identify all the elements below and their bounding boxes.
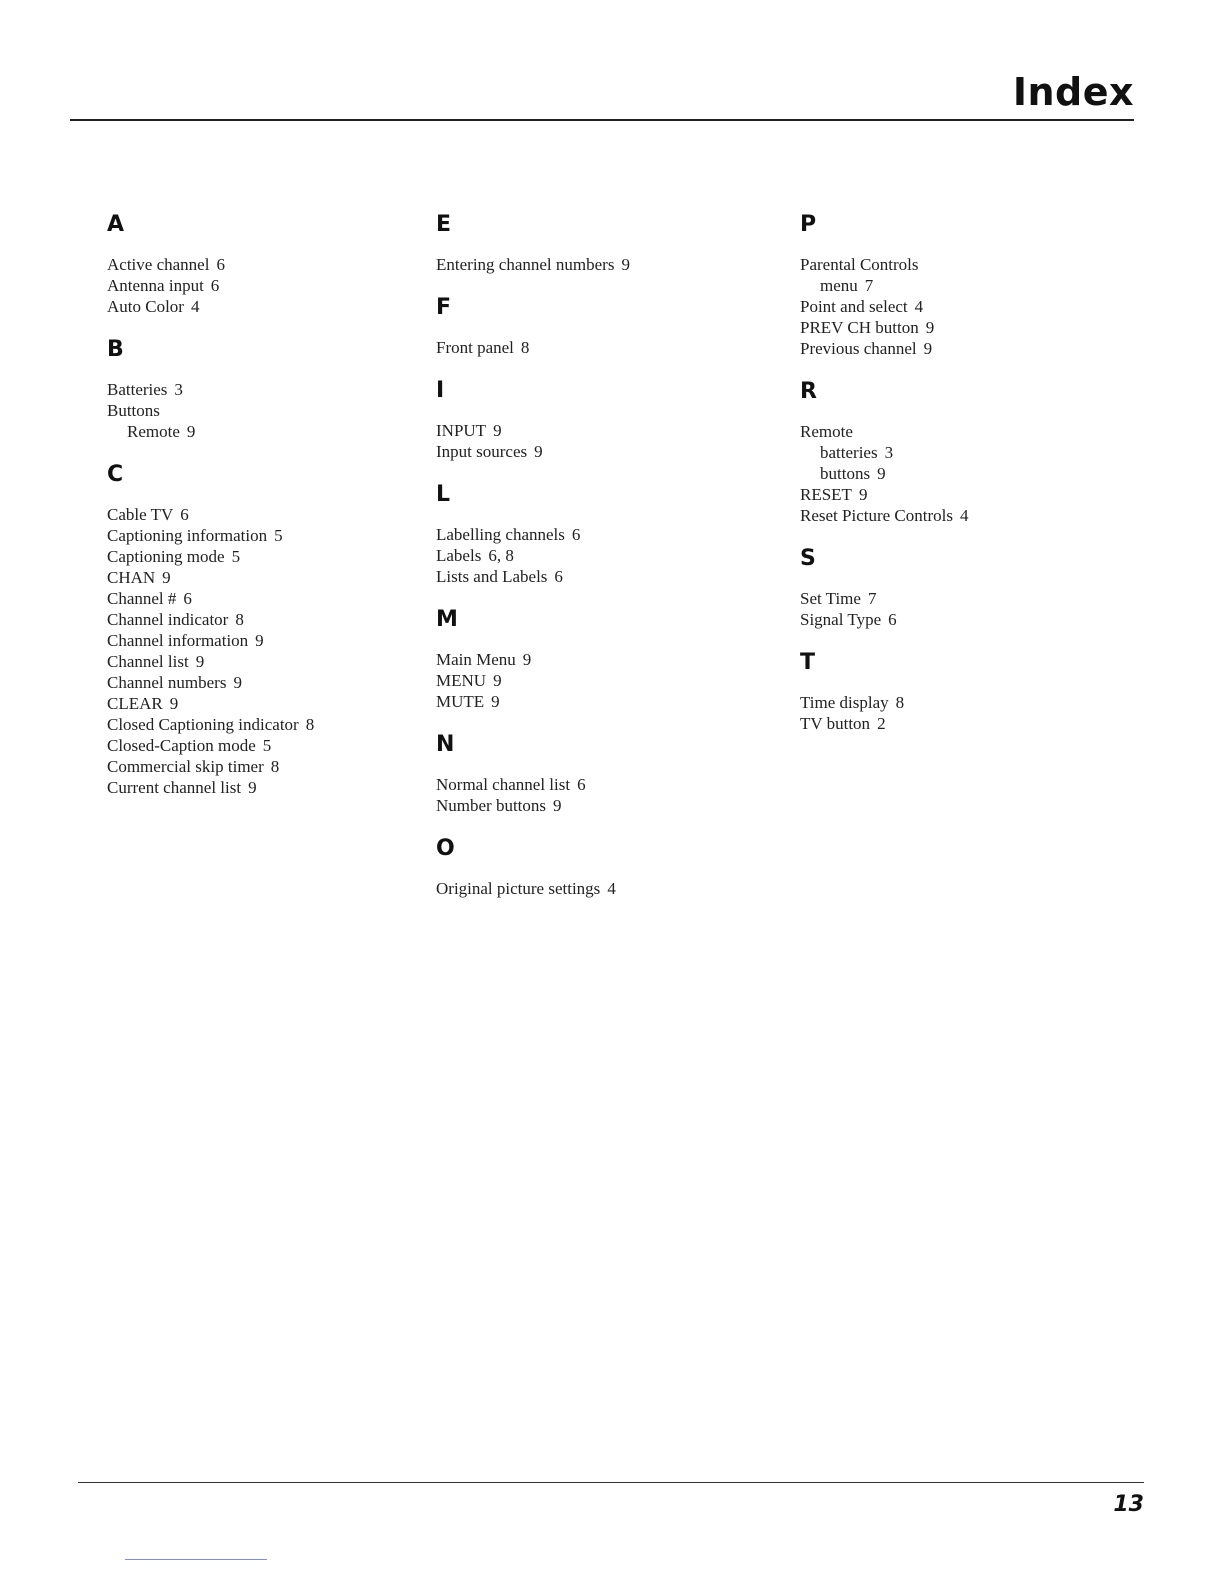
index-entry [436,649,766,670]
index-entry [800,713,1140,734]
index-entry [107,651,407,672]
index-section-n [436,732,766,816]
index-entry [436,337,766,358]
entry-page-ref: 7 [864,276,874,295]
entry-term: PREV CH button [800,318,919,337]
index-subentry [800,442,1140,463]
entry-term: Previous channel [800,339,917,358]
entry-list [800,421,1140,526]
page-title: Index [1012,70,1134,114]
index-column-3 [800,212,1140,754]
index-entry [800,505,1140,526]
index-entry [107,630,407,651]
entry-term: Labelling channels [436,525,565,544]
index-column-2 [436,212,766,919]
entry-term: Active channel [107,255,210,274]
entry-page-ref: 3 [884,443,894,462]
index-entry [436,420,766,441]
entry-term: Remote [127,422,180,441]
index-entry [107,296,407,317]
entry-page-ref: 9 [621,255,630,274]
entry-term: CLEAR [107,694,163,713]
entry-term: Closed-Caption mode [107,736,256,755]
index-section-t [800,650,1140,734]
entry-term: TV button [800,714,871,733]
entry-term: Channel # [107,589,177,608]
index-entry [436,441,766,462]
index-section-s [800,546,1140,630]
index-entry [107,609,407,630]
index-entry [107,756,407,777]
index-entry [800,692,1140,713]
entry-term: Front panel [436,338,514,357]
index-entry [436,545,766,566]
entry-list [436,254,766,275]
index-subentry [107,421,407,442]
entry-term: Buttons [107,401,160,420]
index-entry [107,588,407,609]
entry-list [436,337,766,358]
entry-page-ref: 5 [274,526,283,545]
entry-page-ref: 9 [169,694,179,713]
section-letter: S [800,546,816,571]
section-letter: A [107,212,125,237]
index-entry [436,774,766,795]
index-entry [107,672,407,693]
entry-page-ref: 6, 8 [488,546,514,565]
index-entry [436,566,766,587]
entry-term: Commercial skip timer [107,757,264,776]
entry-page-ref: 9 [491,692,500,711]
entry-term: Input sources [436,442,528,461]
entry-list [800,588,1140,630]
section-letter: L [436,482,451,507]
entry-term: CHAN [107,568,156,587]
entry-list [107,254,407,317]
section-letter: E [436,212,452,237]
index-entry [800,338,1140,359]
index-entry [436,795,766,816]
entry-term: Captioning mode [107,547,225,566]
entry-term: Normal channel list [436,775,571,794]
index-entry [436,254,766,275]
entry-page-ref: 8 [305,715,315,734]
index-entry [107,693,407,714]
entry-page-ref: 9 [186,422,196,441]
entry-list [436,878,766,899]
page-number: 13 [1113,1492,1144,1517]
entry-list [107,504,407,798]
section-letter: P [800,212,817,237]
entry-list [436,524,766,587]
header-rule [70,119,1134,121]
entry-page-ref: 6 [180,505,189,524]
entry-list [107,379,407,442]
entry-term: Number buttons [436,796,547,815]
entry-term: Time display [800,693,889,712]
entry-term: Channel list [107,652,189,671]
index-section-f [436,295,766,358]
entry-page-ref: 9 [923,339,933,358]
entry-page-ref: 5 [231,547,241,566]
section-letter: B [107,337,124,362]
entry-term: Reset Picture Controls [800,506,953,525]
entry-page-ref: 4 [190,297,200,316]
index-entry [436,524,766,545]
entry-term: Lists and Labels [436,567,548,586]
entry-page-ref: 4 [914,297,924,316]
index-entry [800,484,1140,505]
index-section-m [436,607,766,712]
index-entry [436,670,766,691]
index-section-e [436,212,766,275]
index-entry [800,296,1140,317]
entry-page-ref: 6 [183,589,192,608]
entry-term: Cable TV [107,505,174,524]
entry-term: batteries [820,443,878,462]
entry-term: Main Menu [436,650,516,669]
entry-page-ref: 6 [577,775,586,794]
entry-term: Set Time [800,589,861,608]
entry-page-ref: 9 [255,631,264,650]
entry-page-ref: 9 [248,778,257,797]
index-entry [107,567,407,588]
entry-page-ref: 4 [959,506,969,525]
entry-page-ref: 9 [493,421,502,440]
entry-page-ref: 8 [520,338,530,357]
index-entry [436,691,766,712]
index-section-a [107,212,407,317]
index-entry [800,254,1140,275]
index-entry [800,421,1140,442]
entry-list [436,649,766,712]
entry-page-ref: 7 [867,589,877,608]
entry-page-ref: 9 [493,671,502,690]
section-letter: R [800,379,817,404]
entry-term: Point and select [800,297,908,316]
index-subentry [800,463,1140,484]
entry-page-ref: 6 [210,276,220,295]
entry-term: Original picture settings [436,879,601,898]
index-entry [800,588,1140,609]
entry-term: menu [820,276,858,295]
index-section-p [800,212,1140,359]
entry-term: Batteries [107,380,168,399]
section-letter: N [436,732,455,757]
index-entry [107,379,407,400]
entry-page-ref: 3 [174,380,183,399]
entry-term: MUTE [436,692,485,711]
entry-term: INPUT [436,421,487,440]
index-section-c [107,462,407,798]
section-letter: T [800,650,816,675]
entry-term: MENU [436,671,487,690]
entry-list [800,254,1140,359]
section-letter: O [436,836,455,861]
entry-term: Current channel list [107,778,242,797]
index-entry [107,525,407,546]
entry-list [436,420,766,462]
entry-term: Signal Type [800,610,882,629]
index-section-b [107,337,407,442]
index-section-l [436,482,766,587]
index-entry [436,878,766,899]
entry-page-ref: 9 [534,442,543,461]
index-entry [800,609,1140,630]
entry-term: Remote [800,422,853,441]
index-section-o [436,836,766,899]
entry-page-ref: 8 [895,693,905,712]
index-column-1 [107,212,407,818]
entry-page-ref: 9 [233,673,242,692]
index-entry [107,546,407,567]
index-section-r [800,379,1140,526]
entry-term: Channel information [107,631,249,650]
entry-page-ref: 4 [607,879,616,898]
entry-term: Auto Color [107,297,184,316]
scan-mark-line [125,1559,267,1560]
index-entry [107,254,407,275]
entry-page-ref: 6 [554,567,563,586]
entry-page-ref: 9 [858,485,868,504]
index-entry [107,714,407,735]
entry-page-ref: 9 [553,796,562,815]
entry-page-ref: 9 [162,568,171,587]
footer-rule [78,1482,1144,1483]
entry-page-ref: 8 [235,610,244,629]
entry-page-ref: 2 [877,714,886,733]
entry-term: Channel numbers [107,673,227,692]
index-entry [107,735,407,756]
index-entry [800,317,1140,338]
section-letter: I [436,378,445,403]
entry-page-ref: 6 [888,610,897,629]
index-entry [107,400,407,421]
entry-term: RESET [800,485,852,504]
index-entry [107,275,407,296]
entry-page-ref: 9 [877,464,886,483]
index-entry [107,504,407,525]
entry-page-ref: 5 [262,736,272,755]
entry-page-ref: 9 [195,652,205,671]
index-entry [107,777,407,798]
entry-term: Closed Captioning indicator [107,715,299,734]
entry-list [800,692,1140,734]
entry-term: Captioning information [107,526,268,545]
entry-term: Entering channel numbers [436,255,615,274]
entry-term: Channel indicator [107,610,229,629]
index-section-i [436,378,766,462]
section-letter: M [436,607,458,632]
entry-page-ref: 9 [925,318,935,337]
entry-page-ref: 8 [270,757,280,776]
entry-page-ref: 9 [522,650,532,669]
entry-term: buttons [820,464,871,483]
entry-list [436,774,766,816]
entry-term: Parental Controls [800,255,919,274]
section-letter: F [436,295,452,320]
section-letter: C [107,462,124,487]
entry-term: Antenna input [107,276,204,295]
index-subentry [800,275,1140,296]
entry-page-ref: 6 [216,255,225,274]
entry-term: Labels [436,546,482,565]
entry-page-ref: 6 [571,525,581,544]
